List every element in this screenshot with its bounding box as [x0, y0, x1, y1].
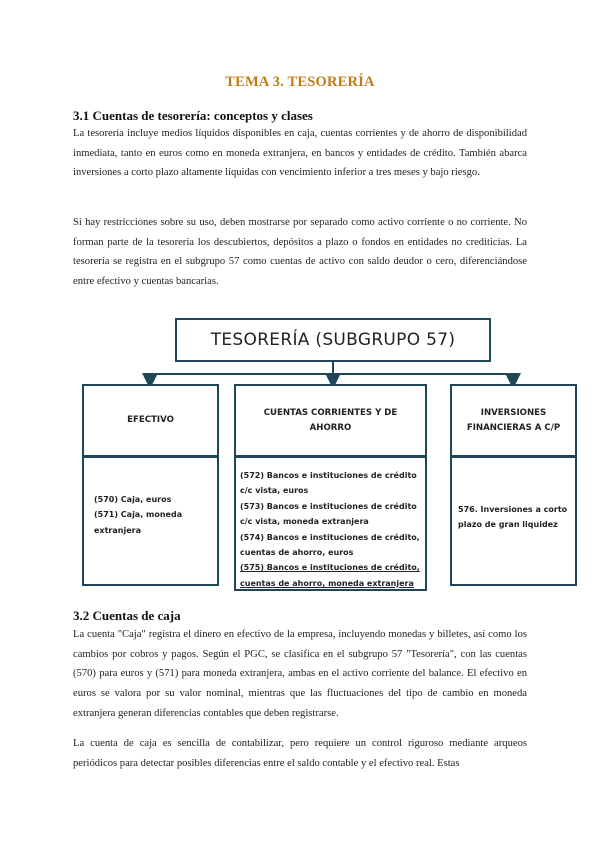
account-575: (575) Bancos e instituciones de crédito, cuentas de ahorro, moneda extranjera [240, 563, 420, 588]
account-573: (573) Bancos e instituciones de crédito c/c vista, moneda extranjera [240, 501, 417, 527]
efectivo-header-box [82, 384, 219, 457]
account-576: 576. Inversiones a corto plazo de gran liquidez [458, 505, 568, 530]
inversiones-content-box [450, 456, 577, 586]
efectivo-accounts [94, 492, 212, 538]
cuentas-accounts [240, 468, 422, 591]
treasury-diagram [60, 312, 590, 592]
page-title: TEMA 3. TESORERÍA [225, 74, 375, 90]
efectivo-label: EFECTIVO [127, 415, 174, 425]
account-570: (570) Caja, euros [94, 495, 172, 504]
inversiones-header-box [450, 384, 577, 457]
diagram-root-box: TESORERÍA (SUBGRUPO 57) [175, 318, 491, 362]
inversiones-accounts [458, 502, 574, 533]
section1-paragraph-1: La tesorería incluye medios líquidos disponibles en caja, cuentas corrientes y de ahorro de disponibilidad inmediata, tanto en euros como en moneda extranjera, en bancos y entidades de crédito. También abarca inversiones a corto plazo altamente líquidas con vencimiento inferior a tres meses y bajo riesgo. [73, 128, 527, 179]
account-572: (572) Bancos e instituciones de crédito c/c vista, euros [240, 471, 417, 496]
cuentas-header-box [234, 384, 427, 457]
section1-paragraph-2: Si hay restricciones sobre su uso, deben mostrarse por separado como activo corriente o no corriente. No forman parte de la tesorería los descubiertos, depósitos a plazo o fondos en entidades no crediticias. La tesorería se registra en el subgrupo 57 como cuentas de activo con saldo deudor o cero, diferenciándose entre efectivo y cuentas bancarias. [73, 217, 527, 288]
cuentas-label: CUENTAS CORRIENTES Y DE AHORRO [263, 407, 398, 433]
inversiones-label: INVERSIONES FINANCIERAS A C/P [466, 407, 561, 433]
section2-paragraph-1: La cuenta "Caja" registra el dinero en efectivo de la empresa, incluyendo monedas y billetes, así como los cambios por cobros y pagos. Según el PGC, se clasifica en el subgrupo 57 "Tesorería", con las cuentas (570) para euros y (571) para moneda extranjera, ambas en el activo corriente del balance. El efectivo en euros se valora por su valor nominal, mientras que las fluctuaciones del tipo de cambio en moneda extranjera generan diferencias contables que deben registrarse. [73, 629, 527, 719]
account-571: (571) Caja, moneda extranjera [94, 510, 183, 535]
section-heading-1: 3.1 Cuentas de tesorería: conceptos y clases [73, 108, 313, 123]
efectivo-content-box [82, 456, 219, 586]
account-574: (574) Bancos e instituciones de crédito, cuentas de ahorro, euros [240, 532, 420, 558]
section-heading-2: 3.2 Cuentas de caja [73, 608, 181, 623]
cuentas-content-box [234, 456, 427, 591]
section2-paragraph-2: La cuenta de caja es sencilla de contabilizar, pero requiere un control riguroso mediante arqueos periódicos para detectar posibles diferencias entre el saldo contable y el efectivo real. Estas [73, 738, 527, 769]
